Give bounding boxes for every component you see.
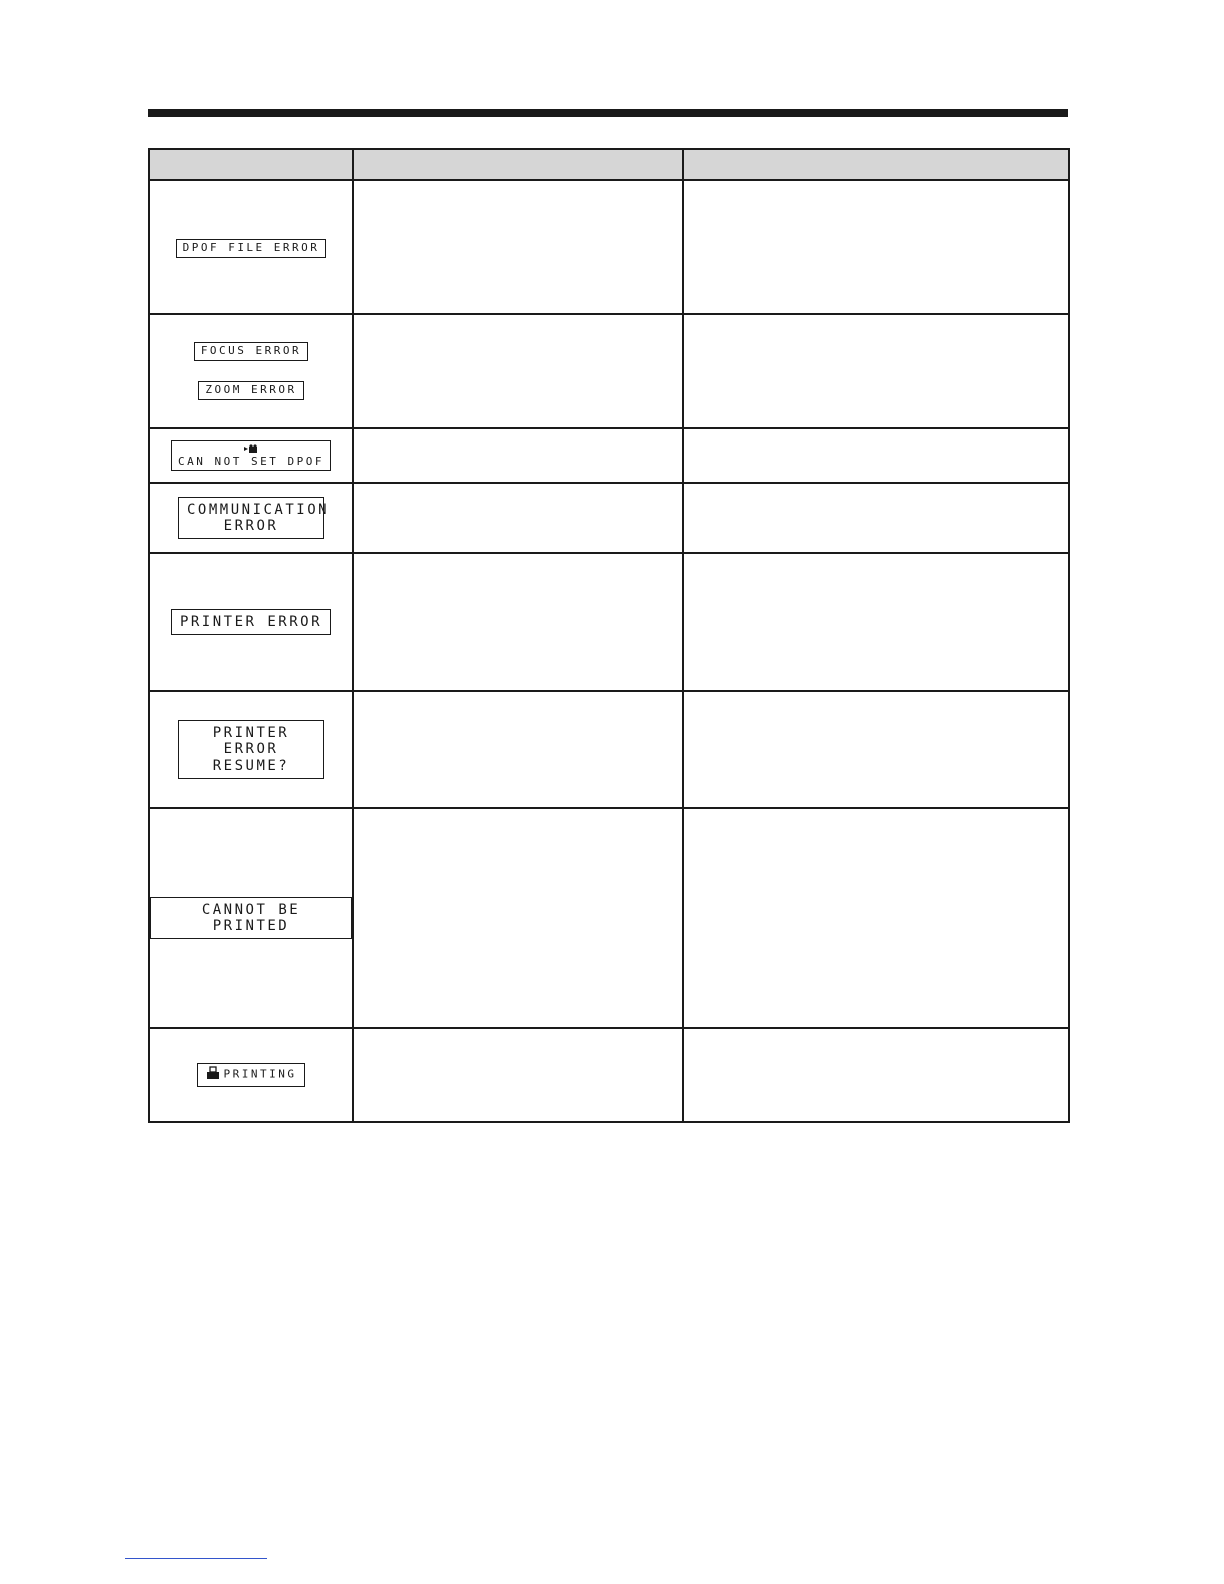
display-cell	[149, 1028, 353, 1122]
header-cell-action	[683, 149, 1069, 180]
table-row	[149, 314, 1069, 428]
lcd-line: ZOOM ERROR	[205, 383, 297, 396]
cause-cell	[353, 1028, 683, 1122]
table-row	[149, 1028, 1069, 1122]
cause-cell	[353, 428, 683, 483]
table-row	[149, 483, 1069, 553]
display-cell	[149, 808, 353, 1028]
display-cell	[149, 553, 353, 691]
cause-cell	[353, 691, 683, 808]
error-message-table	[148, 148, 1070, 1123]
cause-cell	[353, 314, 683, 428]
lcd-message	[171, 609, 331, 635]
video-camera-icon	[178, 444, 324, 456]
cause-cell	[353, 180, 683, 314]
action-cell	[683, 808, 1069, 1028]
lcd-line: PRINTER ERROR	[212, 725, 290, 758]
lcd-line: PRINTING	[223, 1067, 297, 1081]
display-cell	[149, 314, 353, 428]
lcd-line: COMMUNICATION	[187, 501, 330, 518]
lcd-line: RESUME?	[212, 757, 290, 774]
lcd-line: DPOF FILE ERROR	[182, 241, 320, 255]
display-cell	[149, 691, 353, 808]
lcd-message	[171, 440, 331, 472]
lcd-message	[194, 342, 308, 361]
lcd-message	[178, 497, 330, 539]
lcd-message	[150, 897, 352, 939]
table-row	[149, 180, 1069, 314]
cause-cell	[353, 553, 683, 691]
lcd-message	[198, 381, 303, 400]
action-cell	[683, 180, 1069, 314]
display-cell	[149, 180, 353, 314]
lcd-line: PRINTER ERROR	[179, 613, 323, 630]
footer-link-underline	[125, 1558, 267, 1559]
action-cell	[683, 691, 1069, 808]
header-cell-cause	[353, 149, 683, 180]
lcd-line: FOCUS ERROR	[200, 344, 302, 358]
table-row	[149, 428, 1069, 483]
lcd-message	[197, 1063, 306, 1087]
top-heading-rule	[148, 109, 1068, 117]
table-row	[149, 808, 1069, 1028]
lcd-line: CAN NOT SET DPOF	[178, 454, 324, 468]
lcd-message	[178, 720, 324, 778]
display-cell	[149, 428, 353, 483]
action-cell	[683, 1028, 1069, 1122]
table-row	[149, 691, 1069, 808]
action-cell	[683, 314, 1069, 428]
table-row	[149, 553, 1069, 691]
action-cell	[683, 553, 1069, 691]
cause-cell	[353, 483, 683, 553]
cause-cell	[353, 808, 683, 1028]
header-cell-display	[149, 149, 353, 180]
lcd-line: ERROR	[223, 518, 279, 534]
action-cell	[683, 483, 1069, 553]
printer-icon	[206, 1066, 220, 1084]
action-cell	[683, 428, 1069, 483]
table-header-row	[149, 149, 1069, 180]
lcd-message	[176, 239, 327, 258]
lcd-line: CANNOT BE PRINTED	[201, 901, 301, 934]
display-cell	[149, 483, 353, 553]
